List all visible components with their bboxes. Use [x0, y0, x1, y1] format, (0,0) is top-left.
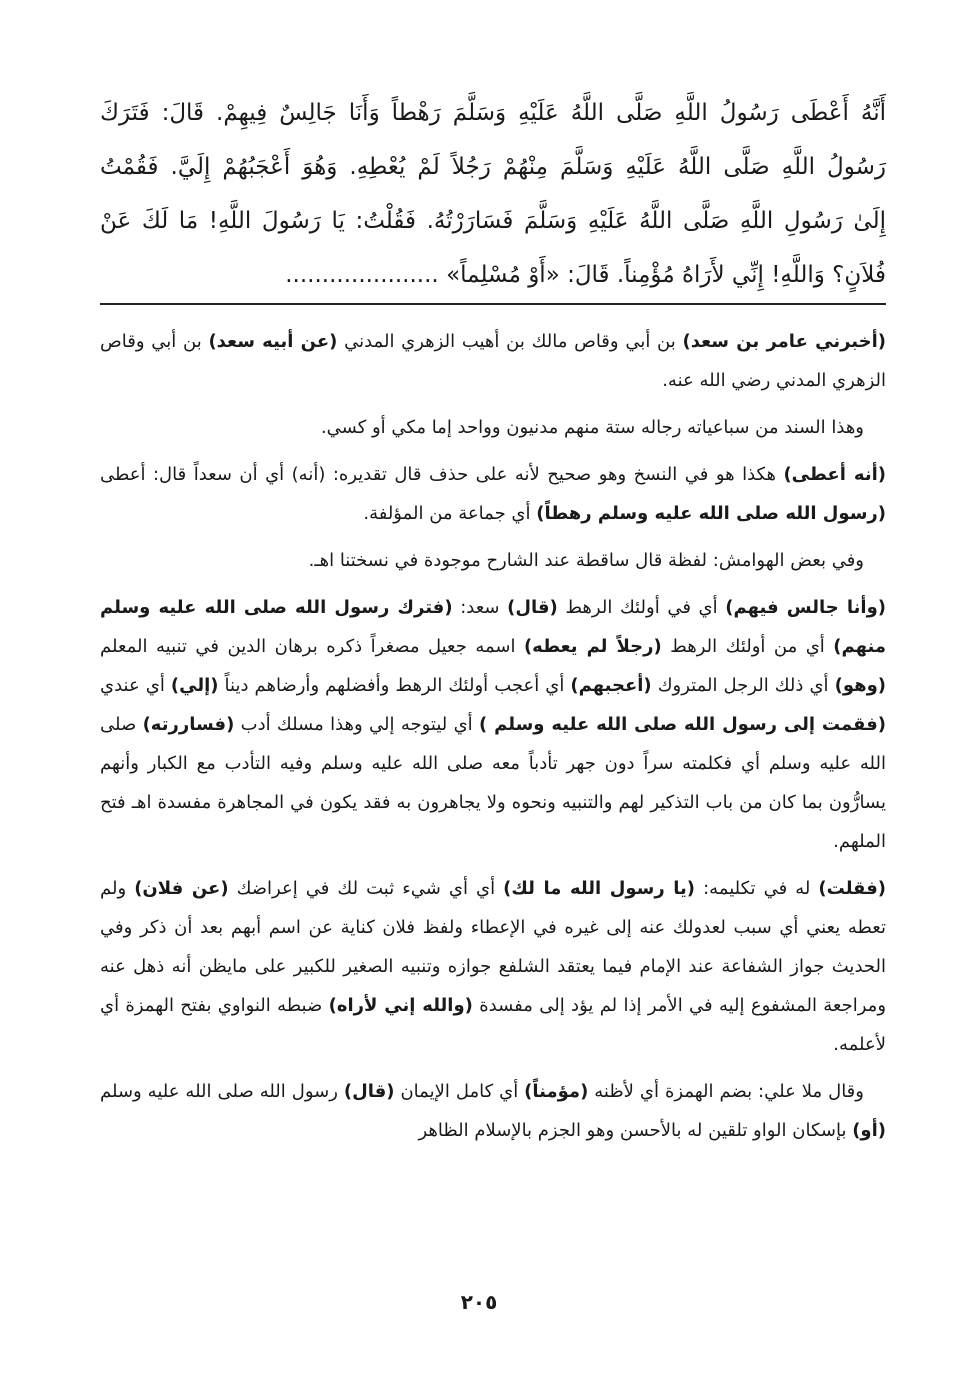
quoted-matn-phrase: (أنه أعطى)	[783, 464, 886, 485]
commentary-paragraph	[100, 322, 886, 400]
commentary-paragraph	[100, 541, 886, 580]
commentary-text: وهذا السند من سباعياته رجاله ستة منهم مدنيون وواحد إما مكي أو كسي.	[320, 417, 864, 438]
commentary-block	[100, 322, 886, 1158]
commentary-text: أي كامل الإيمان	[394, 1081, 525, 1102]
quoted-matn-phrase: (مؤمناً)	[524, 1081, 589, 1102]
commentary-text: ولم تعطه يعني أي سبب لعدولك عنه إلى غيره في الإعطاء ولفظ فلان كناية عن اسم أبهم بعد أن ذكر وفي الحديث جواز الشفاعة عند الإمام فيما يعتقد الشلفع جوازه وتنبيه الصغير للكبير على مايظن أنه ذهل عنه ومراجعة المشفوع إليه في الأمر إذا لم يؤد إلى مفسدة	[100, 878, 887, 1016]
quoted-matn-phrase: (أعجبهم)	[570, 675, 652, 696]
quoted-matn-phrase: (فترك رسول الله صلى الله عليه وسلم منهم)	[100, 597, 886, 657]
hadith-line	[100, 248, 886, 302]
footnote-separator-rule	[100, 303, 886, 305]
commentary-text: اسمه جعيل مصغراً ذكره برهان الدين في تنبيه المعلم	[100, 636, 524, 657]
quoted-matn-phrase: (فقمت إلى رسول الله صلى الله عليه وسلم )	[479, 714, 887, 735]
commentary-text: أي ذلك الرجل المتروك	[651, 675, 835, 696]
commentary-text: أي أي شيء ثبت لك في إعراضك	[228, 878, 504, 899]
continuation-dots: .....................	[285, 262, 439, 288]
quoted-matn-phrase: (قال)	[343, 1081, 395, 1102]
commentary-paragraph	[100, 869, 886, 1064]
commentary-text: له في تكليمه:	[695, 878, 819, 899]
hadith-line-text: فُلاَنٍ؟ وَاللَّهِ! إِنِّي لأَرَاهُ مُؤْمِناً. قَالَ: «أَوْ مُسْلِماً»	[446, 262, 886, 288]
commentary-text: أي عندي	[100, 675, 171, 696]
commentary-text: بن أبي وقاص الزهري المدني رضي الله عنه.	[100, 331, 886, 391]
hadith-line: إِلَىٰ رَسُولِ اللَّهِ صَلَّى اللَّهُ عَلَيْهِ وَسَلَّمَ فَسَارَرْتُهُ. فَقُلْتُ: يَا رَسُولَ اللَّهِ! مَا لَكَ عَنْ	[100, 208, 886, 234]
quoted-matn-phrase: (قال)	[507, 597, 558, 618]
commentary-text: أي في أولئك الرهط	[557, 597, 726, 618]
page-number: ٢٠٥	[460, 1290, 498, 1314]
commentary-paragraph	[100, 1072, 886, 1150]
commentary-text: وقال ملا علي: بضم الهمزة أي لأظنه	[588, 1081, 864, 1102]
quoted-matn-phrase: (رسول الله صلى الله عليه وسلم رهطاً)	[536, 503, 886, 524]
commentary-text: رسول الله صلى الله عليه وسلم	[100, 1081, 344, 1102]
hadith-line: أَنَّهُ أَعْطَى رَسُولُ اللَّهِ صَلَّى اللَّهُ عَلَيْهِ وَسَلَّمَ رَهْطاً وَأَنَا جَالِسٌ فِيهِمْ. قَالَ: فَتَرَكَ	[100, 100, 886, 126]
quoted-matn-phrase: (أو)	[852, 1120, 886, 1141]
commentary-paragraph	[100, 455, 886, 533]
commentary-text: صلى الله عليه وسلم أي فكلمته سراً دون جهر تأدباً معه صلى الله عليه وسلم وفيه التأدب مع الكبار وأنهم يسارُّون بما كان من باب التذكير لهم والتنبيه ونحوه ولا يجاهرون به فقد يكون في المجاهرة مفسدة اهـ فتح الملهم.	[100, 714, 886, 852]
quoted-matn-phrase: (أخبرني عامر بن سعد)	[682, 331, 887, 352]
commentary-text: هكذا هو في النسخ وهو صحيح لأنه على حذف قال تقديره: (أنه) أي أن سعداً قال: أعطى	[100, 464, 784, 485]
quoted-matn-phrase: (إلي)	[170, 675, 219, 696]
quoted-matn-phrase: (والله إني لأراه)	[328, 995, 473, 1016]
commentary-text: وفي بعض الهوامش: لفظة قال ساقطة عند الشارح موجودة في نسختنا اهـ.	[308, 550, 864, 571]
quoted-matn-phrase: (رجلاً لم يعطه)	[523, 636, 662, 657]
commentary-text: أي جماعة من المؤلفة.	[363, 503, 537, 524]
commentary-text: أي من أولئك الرهط	[661, 636, 834, 657]
commentary-text: أي أعجب أولئك الرهط وأفضلهم وأرضاهم ديناً	[218, 675, 571, 696]
hadith-line: رَسُولُ اللَّهِ صَلَّى اللَّهُ عَلَيْهِ وَسَلَّمَ مِنْهُمْ رَجُلاً لَمْ يُعْطِهِ. وَهُوَ أَعْجَبُهُمْ إِلَيَّ. فَقُمْتُ	[100, 154, 886, 180]
commentary-paragraph	[100, 408, 886, 447]
quoted-matn-phrase: (وأنا جالس فيهم)	[725, 597, 886, 618]
commentary-paragraph	[100, 588, 886, 861]
commentary-text: ضبطه النواوي بفتح الهمزة أي لأعلمه.	[100, 995, 886, 1055]
quoted-matn-phrase: (وهو)	[834, 675, 887, 696]
quoted-matn-phrase: (يا رسول الله ما لك)	[503, 878, 696, 899]
quoted-matn-phrase: (عن فلان)	[134, 878, 229, 899]
commentary-text: بإسكان الواو تلقين له بالأحسن وهو الجزم بالإسلام الظاهر	[418, 1120, 853, 1141]
commentary-text: سعد:	[452, 597, 508, 618]
commentary-text: بن أبي وقاص مالك بن أهيب الزهري المدني	[337, 331, 683, 352]
quoted-matn-phrase: (فقلت)	[818, 878, 887, 899]
quoted-matn-phrase: (عن أبيه سعد)	[208, 331, 338, 352]
hadith-text-block	[100, 86, 886, 302]
quoted-matn-phrase: (فساررته)	[142, 714, 235, 735]
commentary-text: أي ليتوجه إلي وهذا مسلك أدب	[234, 714, 480, 735]
